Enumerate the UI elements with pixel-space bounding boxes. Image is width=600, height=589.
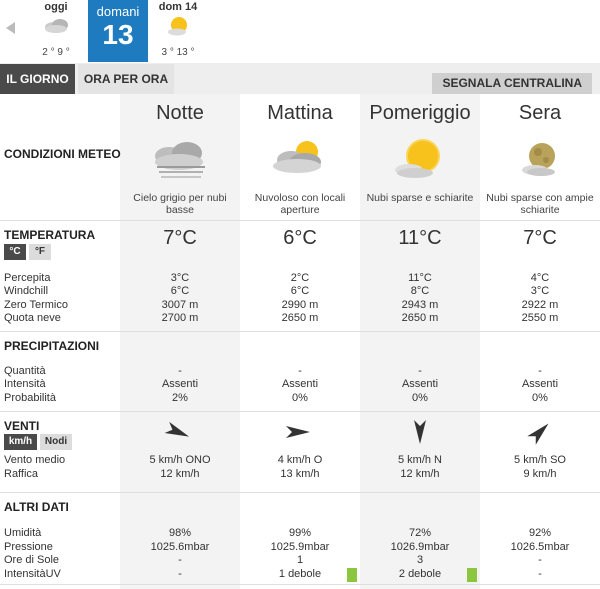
cell: 98% <box>168 527 192 539</box>
condition-desc: Nubi sparse e schiarite <box>366 192 474 204</box>
cell: 3 <box>416 554 424 566</box>
other-data-label: ALTRI DATI <box>4 500 69 514</box>
cell: 5 km/h SO <box>514 454 566 466</box>
period-sera: Sera <box>518 102 562 124</box>
row-label: Windchill <box>4 285 49 297</box>
moon-cloud-icon <box>505 136 575 184</box>
cell: 5 km/h ONO <box>149 454 211 466</box>
cell: 9 km/h <box>523 467 557 480</box>
cell: Assenti <box>161 378 199 390</box>
cell: 2% <box>172 391 188 404</box>
cell: - <box>178 567 182 580</box>
cell: 5 km/h N <box>397 454 442 466</box>
temperature-section <box>0 221 600 332</box>
cell: - <box>178 365 182 377</box>
cell: 11°C <box>408 272 432 284</box>
uv-indicator <box>467 568 477 582</box>
temperature-label: TEMPERATURA <box>4 228 96 242</box>
cell: - <box>298 365 302 377</box>
cell: 0% <box>292 391 308 404</box>
overcast-icon <box>145 136 215 184</box>
cell: 8°C <box>410 285 430 297</box>
cloudy-icon <box>42 14 72 38</box>
period-notte: Notte <box>156 102 204 124</box>
cell: 1 <box>296 554 304 566</box>
cell: 3°C <box>530 285 550 297</box>
row-label: Raffica <box>4 467 39 480</box>
cell: 0% <box>532 391 548 404</box>
tab-il-giorno[interactable]: IL GIORNO <box>0 64 75 94</box>
sun-cloud-icon <box>164 14 194 38</box>
wind-arrow-so-icon <box>525 417 555 447</box>
cell: 72% <box>408 527 432 539</box>
cell: 2943 m <box>401 298 439 311</box>
day-selector <box>0 0 600 62</box>
day-label: dom 14 <box>158 1 198 13</box>
cell: 2 debole <box>398 567 442 580</box>
unit-kmh-toggle[interactable]: km/h <box>4 434 37 450</box>
cell: 3007 m <box>161 298 199 311</box>
cell: 1 debole <box>278 567 322 580</box>
row-label: Vento medio <box>4 454 66 466</box>
period-mattina: Mattina <box>267 102 333 124</box>
cell: 2922 m <box>521 298 559 311</box>
condition-desc: Nubi sparse con ampie schiarite <box>486 192 594 216</box>
cell: Assenti <box>401 378 439 390</box>
conditions-section <box>0 94 600 221</box>
cell: 3°C <box>170 272 190 284</box>
cell: 2°C <box>290 272 310 284</box>
wind-arrow-ono-icon <box>163 417 193 447</box>
row-label: Umidità <box>4 527 42 539</box>
precipitation-label: PRECIPITAZIONI <box>4 339 100 353</box>
day-temps: 2 ° 9 ° <box>42 47 70 58</box>
cell: 4 km/h O <box>277 454 323 466</box>
cell: - <box>538 365 542 377</box>
cell: - <box>538 554 542 566</box>
temperature-value: 6°C <box>283 227 317 249</box>
cell: 1025.6mbar <box>150 540 210 553</box>
cell: 12 km/h <box>160 467 200 480</box>
day-today[interactable] <box>27 0 85 62</box>
cell: 0% <box>412 391 428 404</box>
cell: Assenti <box>281 378 319 390</box>
row-label: Probabilità <box>4 391 56 404</box>
cell: Assenti <box>521 378 559 390</box>
cell: 2700 m <box>161 312 199 324</box>
cell: 1026.5mbar <box>510 540 570 553</box>
cell: 13 km/h <box>280 467 320 480</box>
cell: 6°C <box>170 285 190 297</box>
wind-section <box>0 412 600 493</box>
temperature-value: 7°C <box>523 227 557 249</box>
cell: 2650 m <box>401 312 439 324</box>
cell: 2990 m <box>281 298 319 311</box>
row-label: Percepita <box>4 272 51 284</box>
prev-day-arrow-icon[interactable] <box>6 22 15 34</box>
cell: 6°C <box>290 285 310 297</box>
sun-cloud-icon <box>385 136 455 184</box>
wind-arrow-o-icon <box>283 417 313 447</box>
row-label: Zero Termico <box>4 298 68 311</box>
row-label: IntensitàUV <box>4 567 61 580</box>
report-station-button[interactable]: SEGNALA CENTRALINA <box>432 73 592 94</box>
cell: 2650 m <box>281 312 319 324</box>
unit-fahrenheit-toggle[interactable]: °F <box>29 244 51 260</box>
day-tomorrow-selected[interactable] <box>88 0 148 62</box>
cell: - <box>418 365 422 377</box>
partly-cloudy-sun-icon <box>265 136 335 184</box>
cell: 99% <box>288 527 312 539</box>
row-label: Pressione <box>4 540 53 553</box>
unit-nodi-toggle[interactable]: Nodi <box>40 434 72 450</box>
temperature-value: 11°C <box>398 227 442 249</box>
cell: 12 km/h <box>400 467 440 480</box>
conditions-label: CONDIZIONI METEO <box>4 147 121 161</box>
condition-desc: Cielo grigio per nubi basse <box>133 192 227 216</box>
cell: 92% <box>528 527 552 539</box>
condition-desc: Nuvoloso con locali aperture <box>254 192 346 216</box>
day-number: 13 <box>102 19 134 50</box>
cell: 1026.9mbar <box>390 540 450 553</box>
row-label: Quota neve <box>4 312 61 324</box>
day-label: domani <box>96 4 140 19</box>
temperature-value: 7°C <box>163 227 197 249</box>
uv-indicator <box>347 568 357 582</box>
day-sunday[interactable] <box>149 0 207 62</box>
cell: - <box>538 567 542 580</box>
cell: 2550 m <box>521 312 559 324</box>
cell: 1025.9mbar <box>270 540 330 553</box>
row-label: Quantità <box>4 365 46 377</box>
day-label: oggi <box>44 1 68 13</box>
cell: 4°C <box>530 272 550 284</box>
cell: - <box>178 554 182 566</box>
unit-celsius-toggle[interactable]: °C <box>4 244 26 260</box>
period-pomeriggio: Pomeriggio <box>369 102 471 124</box>
precipitation-section <box>0 332 600 412</box>
row-label: Intensità <box>4 378 46 390</box>
row-label: Ore di Sole <box>4 554 60 566</box>
day-temps: 3 ° 13 ° <box>161 47 195 58</box>
wind-label: VENTI <box>4 419 40 433</box>
other-data-section <box>0 493 600 585</box>
wind-arrow-n-icon <box>405 417 435 447</box>
tab-ora-per-ora[interactable]: ORA PER ORA <box>78 64 174 94</box>
